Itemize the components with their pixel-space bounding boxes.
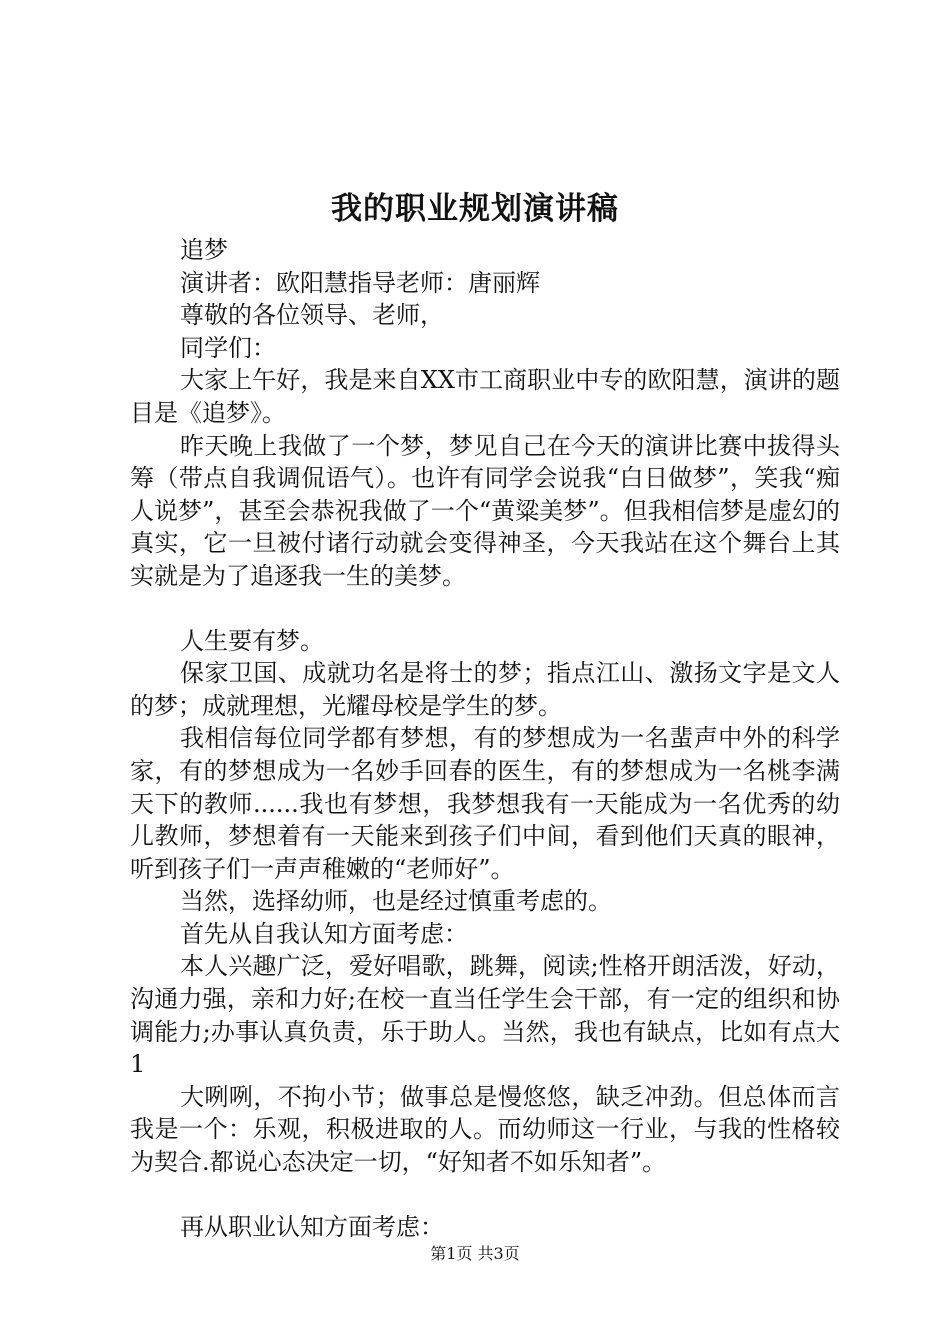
- paragraph-dream: 昨天晚上我做了一个梦，梦见自己在今天的演讲比赛中拔得头筹（带点自我调侃语气）。也许有同学会说我“白日做梦”，笑我“痴人说梦”，甚至会恭祝我做了一个“黄粱美梦”。但我相信梦是虚幻的真实，它一旦被付诸行动就会变得神圣，今天我站在这个舞台上其实就是为了追逐我一生的美梦。: [130, 431, 840, 590]
- document-body: [130, 234, 840, 1243]
- paragraph-examples: 保家卫国、成就功名是将士的梦；指点江山、激扬文字是文人的梦；成就理想，光耀母校是学生的梦。: [130, 659, 840, 720]
- paragraph-life-dream: 人生要有梦。: [180, 626, 324, 655]
- paragraph-salutation: 尊敬的各位领导、老师，: [180, 301, 444, 330]
- paragraph-greeting: 大家上午好，我是来自XX市工商职业中专的欧阳慧，演讲的题目是《追梦》。: [130, 366, 840, 427]
- paragraph-career-cognition: 再从职业认知方面考虑：: [180, 1212, 444, 1241]
- paragraph-speaker: 演讲者：欧阳慧指导老师：唐丽辉: [180, 268, 540, 297]
- paragraph-personality: 本人兴趣广泛，爱好唱歌，跳舞，阅读;性格开朗活泼，好动，沟通力强，亲和力好;在校一直当任学生会干部，有一定的组织和协调能力;办事认真负责，乐于助人。当然，我也有缺点，比如有点大1: [130, 952, 840, 1079]
- paragraph-my-dream: 我相信每位同学都有梦想，有的梦想成为一名蜚声中外的科学家，有的梦想成为一名妙手回春的医生，有的梦想成为一名桃李满天下的教师......我也有梦想，我梦想我有一天能成为一名优秀的幼儿教师，梦想着有一天能来到孩子们中间，看到他们天真的眼神，听到孩子们一声声稚嫩的“老师好”。: [130, 724, 840, 883]
- document-title: 我的职业规划演讲稿: [331, 191, 619, 227]
- paragraph-salutation-classmates: 同学们：: [180, 333, 276, 362]
- paragraph-self-cognition: 首先从自我认知方面考虑：: [180, 919, 468, 948]
- page-footer: 第1页 共3页: [430, 1244, 520, 1263]
- paragraph-choice: 当然，选择幼师，也是经过慎重考虑的。: [180, 887, 612, 916]
- paragraph-subtitle: 追梦: [180, 236, 228, 264]
- paragraph-summary: 大咧咧，不拘小节；做事总是慢悠悠，缺乏冲劲。但总体而言我是一个：乐观，积极进取的人。而幼师这一行业，与我的性格较为契合.都说心态决定一切，“好知者不如乐知者”。: [130, 1082, 840, 1177]
